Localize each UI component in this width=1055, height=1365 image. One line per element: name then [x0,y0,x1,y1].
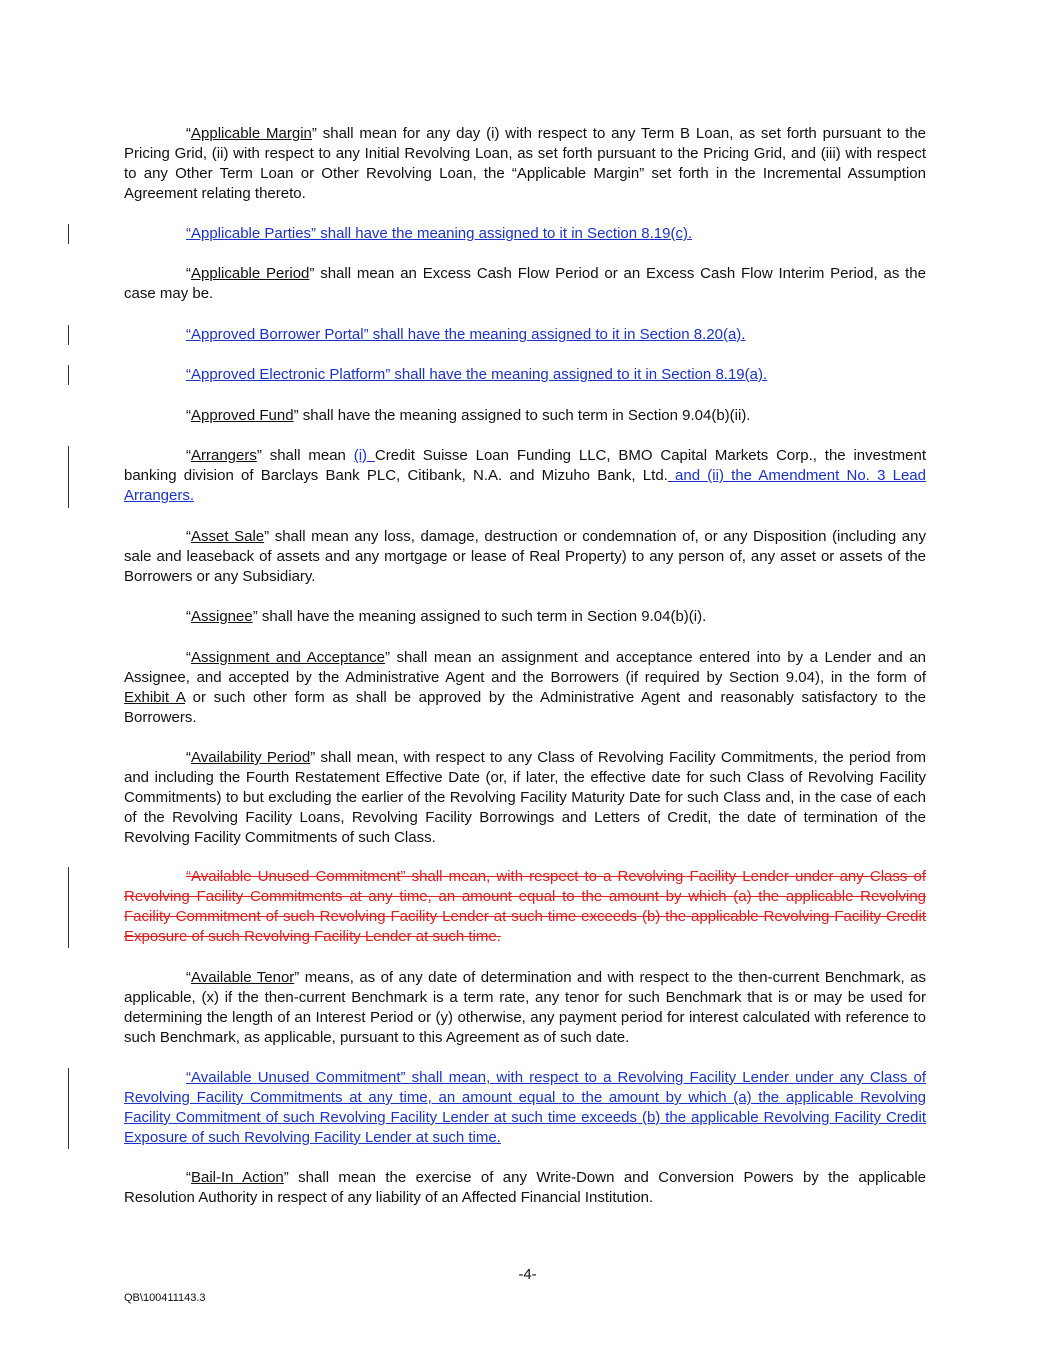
open-quote: “ [186,125,191,142]
change-bar [68,1068,69,1149]
definition-text: or such other form as shall be approved by the Administrative Agent and reasonably satisfactory to the Borrowers. [124,689,927,726]
definition-text: ” means, as of any date of determination and with respect to the then-current Benchmark, as applicable, (x) if the then-current Benchmark is a term rate, any tenor for such Benchmark that is or may be used for determining the length of an Interest Period or (y) otherwise, any payment period for interest calculated with reference to such Benchmark, as applicable, pursuant to this Agreement as of such date. [124,969,926,1046]
open-quote: “ [186,969,191,986]
definition-text: ” shall mean [256,447,354,464]
inserted-text: “Available Unused Commitment” shall mean, with respect to a Revolving Facility Lender under any Class of Revolving Facility Commitments at any time, an amount equal to the amount by which (a) the applicable Revolving Facility Commitment of such Revolving Facility Lender at such time exceeds (b) the applicable Revolving Facility Credit Exposure of such Revolving Facility Lender at such time. [124,1069,926,1146]
definition-approved-electronic-platform [124,365,926,385]
change-bar [68,365,69,385]
definition-text: ” shall mean any loss, damage, destruction or condemnation of, or any Disposition (including any sale and leaseback of assets and any mortgage or lease of Real Property) to any person of, any asset or assets of the Borrowers or any Subsidiary. [124,528,926,585]
definition-applicable-parties [124,224,926,244]
defined-term: Asset Sale [191,528,265,545]
definition-asset-sale [124,527,926,587]
inserted-text: “Approved Borrower Portal” shall have the meaning assigned to it in Section 8.20(a). [186,326,746,343]
definition-availability-period [124,748,926,848]
definition-applicable-margin [124,124,926,204]
definition-approved-borrower-portal [124,325,926,345]
definition-text: ” shall mean the exercise of any Write-Down and Conversion Powers by the applicable Resolution Authority in respect of any liability of an Affected Financial Institution. [124,1169,926,1206]
defined-term: Applicable Period [191,265,310,282]
defined-term: Bail-In Action [191,1169,284,1186]
defined-term: Assignee [191,608,253,625]
defined-term: Applicable Margin [191,125,312,142]
defined-term: Availability Period [191,749,311,766]
open-quote: “ [186,608,191,625]
open-quote: “ [186,1169,191,1186]
definition-assignment-and-acceptance [124,648,926,728]
defined-term: Available Tenor [191,969,295,986]
document-id: QB\100411143.3 [124,1292,206,1304]
inserted-text: and (ii) the Amendment No. 3 Lead Arrangers. [124,467,926,504]
defined-term: Approved Fund [191,407,294,424]
open-quote: “ [186,447,191,464]
definition-text: ” shall mean for any day (i) with respect to any Term B Loan, as set forth pursuant to the Pricing Grid, (ii) with respect to any Initial Revolving Loan, as set forth pursuant to the Pricing Grid, and (iii) with respect to any Other Term Loan or Other Revolving Loan, the “Applicable Margin” set forth in the Incremental Assumption Agreement relating thereto. [124,125,927,202]
definition-available-tenor [124,968,926,1048]
definition-text: ” shall mean, with respect to any Class of Revolving Facility Commitments, the period from and including the Fourth Restatement Effective Date (or, if later, the effective date for such Class of Revolving Facility Commitments) to but excluding the earlier of the Revolving Facility Maturity Date for such Class and, in the case of each of the Revolving Facility Loans, Revolving Facility Borrowings and Letters of Credit, the date of termination of the Revolving Facility Commitments of such Class. [124,749,926,846]
definition-applicable-period [124,264,926,304]
definition-text: ” shall have the meaning assigned to such term in Section 9.04(b)(ii). [293,407,751,424]
definition-available-unused-commitment-inserted [124,1068,926,1148]
page-number: -4- [518,1266,537,1283]
open-quote: “ [186,749,191,766]
open-quote: “ [186,265,191,282]
definition-text: ” shall have the meaning assigned to such term in Section 9.04(b)(i). [252,608,707,625]
definition-available-unused-commitment-deleted [124,867,926,947]
open-quote: “ [186,528,191,545]
inserted-text: “Approved Electronic Platform” shall have the meaning assigned to it in Section 8.19(a). [186,366,768,383]
change-bar [68,325,69,345]
change-bar [68,867,69,948]
definition-text: ” shall mean an assignment and acceptance entered into by a Lender and an Assignee, and accepted by the Administrative Agent and the Borrowers (if required by Section 9.04), in the form of [124,649,926,686]
deleted-text: “Available Unused Commitment” shall mean, with respect to a Revolving Facility Lender under any Class of Revolving Facility Commitments at any time, an amount equal to the amount by which (a) the applicable Revolving Facility Commitment of such Revolving Facility Lender at such time exceeds (b) the applicable Revolving Facility Credit Exposure of such Revolving Facility Lender at such time. [124,868,926,945]
defined-term: Arrangers [191,447,257,464]
change-bar [68,224,69,244]
exhibit-reference: Exhibit A [124,689,186,706]
definition-approved-fund [124,406,926,426]
definition-text: Credit Suisse Loan Funding LLC, BMO Capital Markets Corp., the investment banking division of Barclays Bank PLC, Citibank, N.A. and Mizuho Bank, Ltd. [124,447,926,484]
inserted-text: (i) [353,447,375,464]
definition-arrangers [124,446,926,506]
definition-bail-in-action [124,1168,926,1208]
definition-text: ” shall mean an Excess Cash Flow Period or an Excess Cash Flow Interim Period, as the case may be. [124,265,926,302]
defined-term: Assignment and Acceptance [191,649,385,666]
open-quote: “ [186,649,191,666]
inserted-text: “Applicable Parties” shall have the meaning assigned to it in Section 8.19(c). [186,225,693,242]
change-bar [68,446,69,508]
definition-assignee [124,607,926,627]
open-quote: “ [186,407,191,424]
